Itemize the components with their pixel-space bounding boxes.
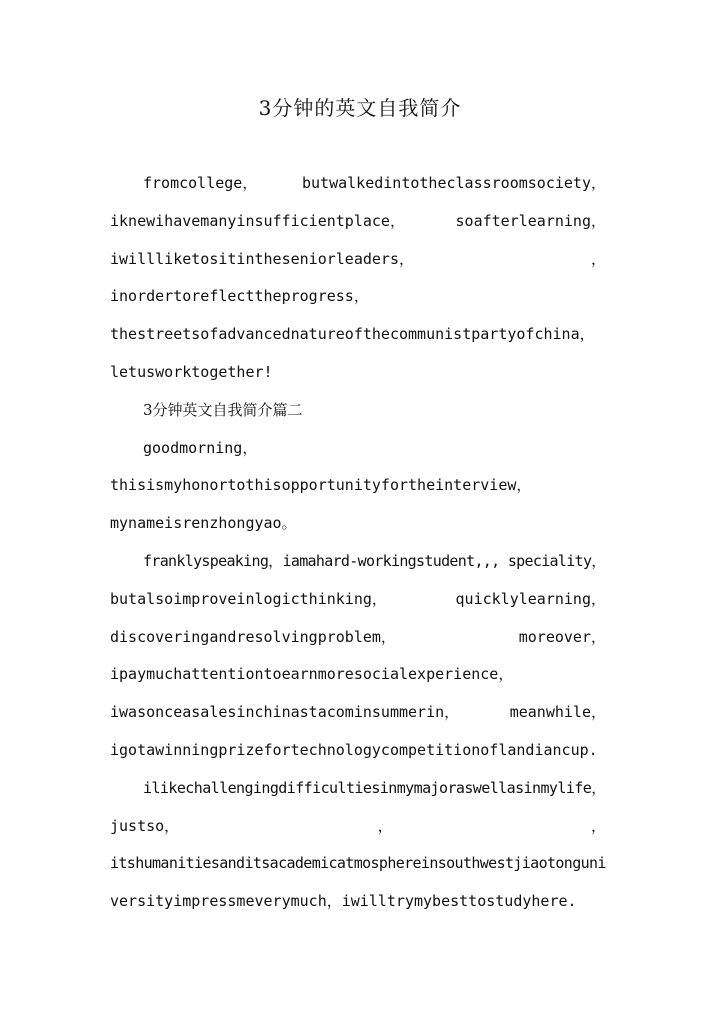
text-segment: ， <box>377 816 393 835</box>
text-segment: iknewihavemanyinsufficientplace， <box>110 211 405 230</box>
text-segment: goodmorning， <box>143 438 258 457</box>
text-line <box>110 357 606 395</box>
text-segment: iwasonceasalesinchinastacominsummerin， <box>110 703 460 722</box>
text-segment: letusworktogether! <box>110 362 273 381</box>
text-segment: igotawinningprizefortechnologycompetitionoflandiancup. <box>110 740 598 759</box>
text-segment: soafterlearning， <box>455 211 606 230</box>
text-segment: moreover， <box>518 627 606 646</box>
text-segment: butalsoimproveinlogicthinking， <box>110 589 387 608</box>
text-line <box>110 886 606 924</box>
text-segment: ilikechallengingdifficultiesinmymajoraswellasinmylife， <box>143 778 606 797</box>
text-line <box>110 811 606 849</box>
text-segment: thestreetsofadvancednatureofthecommunistpartyofchina， <box>110 325 595 344</box>
text-line <box>110 697 606 735</box>
text-line <box>110 470 606 508</box>
text-segment: versityimpressmeverymuch，iwilltrymybesttostudyhere. <box>110 892 577 911</box>
text-segment: itshumanitiesanditsacademicatmosphereinsouthwestjiaotonguni <box>110 854 606 873</box>
text-segment: 3分钟英文自我简介篇二 <box>143 400 303 419</box>
text-line <box>110 622 606 660</box>
text-segment: inordertoreflecttheprogress， <box>110 287 369 306</box>
text-line <box>110 244 606 282</box>
text-line <box>110 281 606 319</box>
text-segment: fromcollege， <box>143 174 258 192</box>
text-line <box>110 433 606 471</box>
text-segment: quicklylearning， <box>455 589 606 608</box>
text-segment: ipaymuchattentiontoearnmoresocialexperience， <box>110 665 514 684</box>
text-line <box>110 584 606 622</box>
text-segment: ， <box>590 249 606 268</box>
text-segment: iwillliketositintheseniorleaders， <box>110 249 414 268</box>
text-line <box>110 659 606 697</box>
text-segment: meanwhile， <box>509 703 606 722</box>
text-segment: justso， <box>110 816 180 835</box>
text-line <box>110 848 606 886</box>
text-line <box>110 395 606 433</box>
text-segment: ， <box>590 816 606 835</box>
text-line <box>110 319 606 357</box>
text-segment: franklyspeaking，iamahard-workingstudent,,, speciality， <box>143 551 606 570</box>
text-line <box>110 168 606 206</box>
text-line <box>110 773 606 811</box>
text-line <box>110 546 606 584</box>
document-body <box>110 168 606 924</box>
text-segment: mynameisrenzhongyao。 <box>110 514 297 533</box>
text-line <box>110 508 606 546</box>
text-segment: discoveringandresolvingproblem， <box>110 627 396 646</box>
text-line <box>110 206 606 244</box>
text-segment: thisismyhonortothisopportunityfortheinterview， <box>110 476 532 495</box>
text-line <box>110 735 606 773</box>
document-title: 3分钟的英文自我简介 <box>258 96 462 120</box>
text-segment: butwalkedintotheclassroomsociety， <box>302 174 606 192</box>
